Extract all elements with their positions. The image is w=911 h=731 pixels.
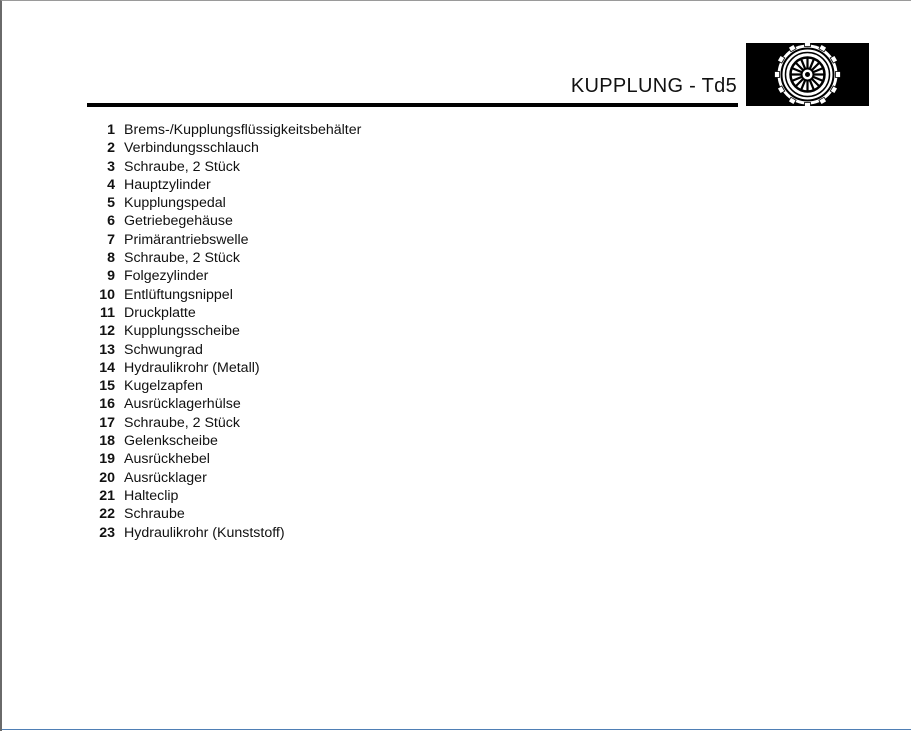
part-number: 2	[107, 140, 115, 157]
part-name: Ausrücklager	[124, 469, 207, 486]
part-name: Halteclip	[124, 487, 179, 504]
part-name: Folgezylinder	[124, 268, 209, 285]
part-name: Schraube	[124, 506, 185, 523]
part-name: Verbindungsschlauch	[124, 140, 259, 157]
part-name: Schraube, 2 Stück	[124, 158, 240, 175]
section-logo	[746, 43, 869, 106]
part-name: Schraube, 2 Stück	[124, 414, 240, 431]
clutch-disc-icon	[746, 43, 869, 106]
part-number: 14	[99, 359, 115, 376]
part-number: 7	[107, 231, 115, 248]
list-item	[92, 267, 361, 285]
list-item	[92, 231, 361, 249]
list-item	[92, 304, 361, 322]
list-item	[92, 121, 361, 139]
list-item	[92, 176, 361, 194]
part-name: Hydraulikrohr (Metall)	[124, 359, 260, 376]
part-name: Kugelzapfen	[124, 378, 203, 395]
part-number: 1	[107, 122, 115, 138]
list-item	[92, 139, 361, 157]
part-name: Hydraulikrohr (Kunststoff)	[124, 524, 285, 541]
list-item	[92, 212, 361, 230]
part-number: 9	[107, 268, 115, 285]
list-item	[92, 359, 361, 377]
list-item	[92, 450, 361, 468]
part-name: Druckplatte	[124, 304, 196, 321]
list-item	[92, 432, 361, 450]
part-number: 19	[99, 451, 115, 468]
list-item	[92, 341, 361, 359]
part-name: Primärantriebswelle	[124, 231, 249, 248]
page-title: KUPPLUNG - Td5	[570, 75, 737, 97]
list-item	[92, 158, 361, 176]
list-item	[92, 377, 361, 395]
part-number: 4	[107, 176, 115, 193]
part-number: 17	[99, 414, 115, 431]
part-number: 22	[99, 506, 115, 523]
part-number: 23	[99, 524, 115, 541]
list-item	[92, 249, 361, 267]
part-number: 18	[99, 433, 115, 450]
list-item	[92, 414, 361, 432]
list-item	[92, 469, 361, 487]
list-item	[92, 194, 361, 212]
part-name: Kupplungspedal	[124, 195, 226, 212]
list-item	[92, 524, 361, 542]
part-name: Ausrückhebel	[124, 451, 210, 468]
part-name: Brems-/Kupplungsflüssigkeitsbehälter	[124, 122, 362, 138]
part-name: Schwungrad	[124, 341, 203, 358]
part-name: Gelenkscheibe	[124, 433, 218, 450]
part-number: 15	[99, 378, 115, 395]
list-item	[92, 286, 361, 304]
part-number: 10	[99, 286, 115, 303]
part-name: Schraube, 2 Stück	[124, 250, 240, 267]
part-name: Entlüftungsnippel	[124, 286, 233, 303]
part-number: 12	[99, 323, 115, 340]
list-item	[92, 322, 361, 340]
part-number: 6	[107, 213, 115, 230]
list-item	[92, 505, 361, 523]
page-bottom-edge	[2, 729, 911, 730]
part-number: 11	[100, 304, 115, 321]
part-number: 21	[99, 487, 115, 504]
part-number: 3	[107, 158, 115, 175]
list-item	[92, 487, 361, 505]
header-divider	[87, 103, 738, 107]
part-number: 16	[99, 396, 115, 413]
part-number: 20	[99, 469, 115, 486]
part-name: Kupplungsscheibe	[124, 323, 240, 340]
part-name: Getriebegehäuse	[124, 213, 233, 230]
part-number: 5	[107, 195, 115, 212]
part-name: Hauptzylinder	[124, 176, 211, 193]
part-number: 13	[99, 341, 115, 358]
list-item	[92, 395, 361, 413]
part-number: 8	[107, 250, 115, 267]
parts-list	[92, 121, 361, 542]
part-name: Ausrücklagerhülse	[124, 396, 241, 413]
